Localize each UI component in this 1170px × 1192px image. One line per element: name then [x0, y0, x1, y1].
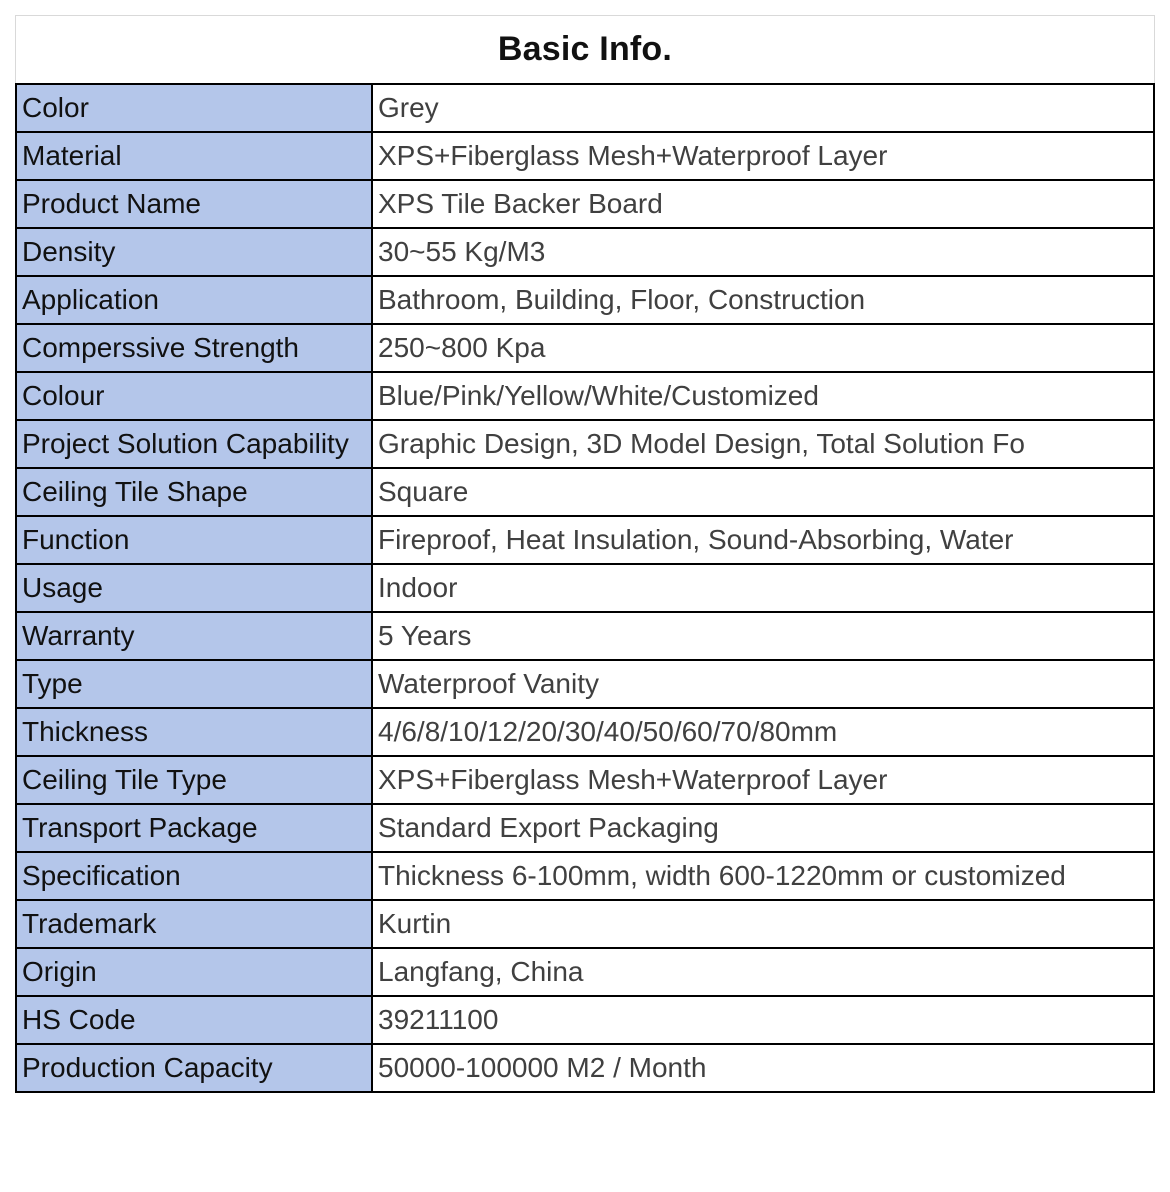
table-row [16, 324, 1154, 372]
table-row [16, 948, 1154, 996]
row-label: Usage [16, 564, 372, 612]
table-row [16, 228, 1154, 276]
table-row [16, 612, 1154, 660]
row-label: Density [16, 228, 372, 276]
spec-table-body [16, 84, 1154, 1092]
title-bar [15, 15, 1155, 83]
table-row [16, 372, 1154, 420]
row-label: Function [16, 516, 372, 564]
page-title: Basic Info. [497, 30, 673, 68]
basic-info-sheet [15, 15, 1155, 1093]
row-label: Ceiling Tile Shape [16, 468, 372, 516]
row-value: 50000-100000 M2 / Month [372, 1044, 1154, 1092]
row-value: Graphic Design, 3D Model Design, Total Solution Fo [372, 420, 1154, 468]
row-label: Material [16, 132, 372, 180]
row-label: HS Code [16, 996, 372, 1044]
row-label: Specification [16, 852, 372, 900]
row-value: Waterproof Vanity [372, 660, 1154, 708]
table-row [16, 276, 1154, 324]
row-label: Trademark [16, 900, 372, 948]
table-row [16, 852, 1154, 900]
row-value: Thickness 6-100mm, width 600-1220mm or customized [372, 852, 1154, 900]
row-value: Standard Export Packaging [372, 804, 1154, 852]
table-row [16, 996, 1154, 1044]
row-value: Grey [372, 84, 1154, 132]
table-row [16, 516, 1154, 564]
table-row [16, 660, 1154, 708]
row-label: Type [16, 660, 372, 708]
table-row [16, 900, 1154, 948]
spec-table [15, 83, 1155, 1093]
row-label: Origin [16, 948, 372, 996]
row-label: Color [16, 84, 372, 132]
row-value: Kurtin [372, 900, 1154, 948]
row-value: 250~800 Kpa [372, 324, 1154, 372]
row-label: Thickness [16, 708, 372, 756]
row-label: Ceiling Tile Type [16, 756, 372, 804]
table-row [16, 708, 1154, 756]
row-value: Langfang, China [372, 948, 1154, 996]
row-label: Warranty [16, 612, 372, 660]
row-value: 39211100 [372, 996, 1154, 1044]
row-label: Comperssive Strength [16, 324, 372, 372]
table-row [16, 468, 1154, 516]
row-value: Square [372, 468, 1154, 516]
row-value: Indoor [372, 564, 1154, 612]
row-value: 4/6/8/10/12/20/30/40/50/60/70/80mm [372, 708, 1154, 756]
table-row [16, 180, 1154, 228]
row-value: 30~55 Kg/M3 [372, 228, 1154, 276]
row-value: Fireproof, Heat Insulation, Sound-Absorbing, Water [372, 516, 1154, 564]
table-row [16, 420, 1154, 468]
row-value: 5 Years [372, 612, 1154, 660]
row-label: Colour [16, 372, 372, 420]
row-value: Blue/Pink/Yellow/White/Customized [372, 372, 1154, 420]
row-label: Project Solution Capability [16, 420, 372, 468]
table-row [16, 756, 1154, 804]
row-value: XPS+Fiberglass Mesh+Waterproof Layer [372, 132, 1154, 180]
table-row [16, 564, 1154, 612]
table-row [16, 84, 1154, 132]
table-row [16, 804, 1154, 852]
row-label: Application [16, 276, 372, 324]
row-value: XPS Tile Backer Board [372, 180, 1154, 228]
row-label: Transport Package [16, 804, 372, 852]
table-row [16, 132, 1154, 180]
row-label: Product Name [16, 180, 372, 228]
table-row [16, 1044, 1154, 1092]
row-value: Bathroom, Building, Floor, Construction [372, 276, 1154, 324]
row-label: Production Capacity [16, 1044, 372, 1092]
row-value: XPS+Fiberglass Mesh+Waterproof Layer [372, 756, 1154, 804]
